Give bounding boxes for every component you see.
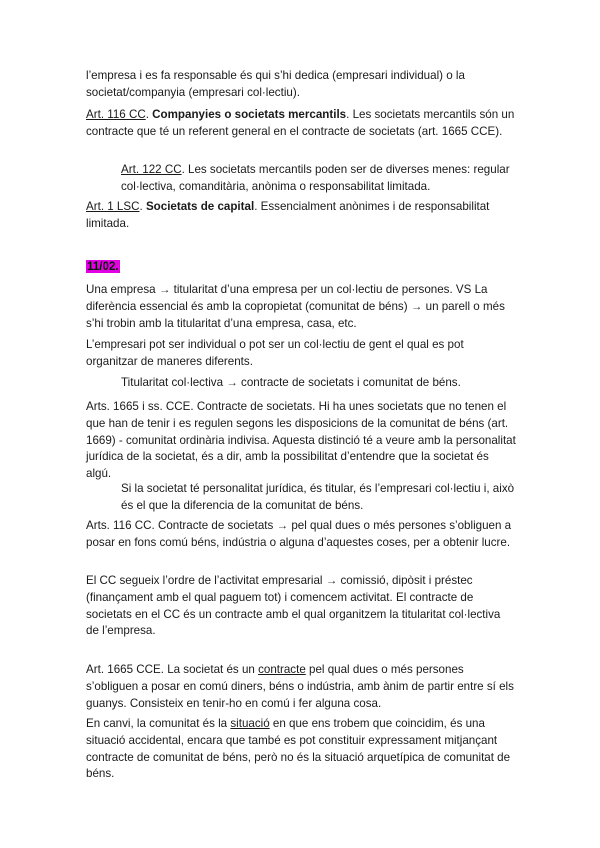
paragraph-art-1-lsc xyxy=(86,199,516,233)
paragraph-art-116 xyxy=(86,107,516,141)
separator: . xyxy=(145,108,153,121)
paragraph-empresa xyxy=(86,282,516,332)
paragraph-body: L’empresari pot ser individual o pot ser un col·lectiu de gent el qual es pot organitzar de maneres diferents. xyxy=(86,338,464,368)
paragraph-intro-text: l’empresa i es fa responsable és qui s’hi dedica (empresari individual) o la societat/companyia (empresari col·lectiu). xyxy=(86,69,465,99)
paragraph-empresari xyxy=(86,337,516,371)
paragraph-body: Arts. 1665 i ss. CCE. Contracte de societats. Hi ha unes societats que no tenen el que han de tenir i es regulen segons les disposicions de la comunitat de béns (art. 1669) - comunitat ordinària indivisa. Aquesta distinció té a veure amb la personalitat jurídica de la societat, és a dir, amb la possibilitat d’entendre que la societat és algú. xyxy=(86,400,516,481)
paragraph-body-start: Art. 1665 CCE. La societat és un xyxy=(86,663,259,676)
paragraph-body-end: pel qual dues o més persones s’obliguen a posar en comú diners, béns o indústria, amb ànim de partir entre sí els guanys. Consisteix en tenir-ho en comú i fer alguna cosa. xyxy=(86,663,514,710)
paragraph-art-1665-cce xyxy=(86,662,516,712)
paragraph-intro xyxy=(86,68,516,102)
paragraph-arts-116 xyxy=(86,518,516,552)
paragraph-body: Si la societat té personalitat jurídica, és titular, és l’empresari col·lectiu i, això és el que la diferencia de la comunitat de béns. xyxy=(121,482,515,512)
underlined-term: situació xyxy=(230,717,270,730)
paragraph-body: Titularitat col·lectiva → contracte de societats i comunitat de béns. xyxy=(121,376,461,389)
paragraph-body: Una empresa → titularitat d’una empresa per un col·lectiu de persones. VS La diferència essencial és amb la copropietat (comunitat de béns) → un parell o més s’hi trobin amb la titularitat d’una empresa, casa, etc. xyxy=(86,283,505,330)
article-reference: Art. 116 CC xyxy=(86,108,146,121)
paragraph-body: . Essencialment anònimes i de responsabilitat limitada. xyxy=(86,200,490,230)
paragraph-body-start: En canvi, la comunitat és la xyxy=(86,717,231,730)
article-reference: Art. 1 LSC xyxy=(86,200,140,213)
paragraph-body: . Les societats mercantils són un contracte que té un referent general en el contracte de societats (art. 1665 CCE). xyxy=(86,108,515,138)
paragraph-titularitat xyxy=(121,375,516,392)
paragraph-body: . Les societats mercantils poden ser de diverses menes: regular col·lectiva, comanditària, anònima o responsabilitat limitada. xyxy=(121,163,510,193)
paragraph-body-end: en que ens trobem que coincidim, és una situació accidental, encara que també es pot constituir expressament mitjançant contracte de comunitat de béns, però no és la situació arquetípica de comunitat de béns. xyxy=(86,717,511,781)
underlined-term: contracte xyxy=(258,663,306,676)
paragraph-art-122 xyxy=(121,162,516,196)
article-reference: Art. 122 CC xyxy=(121,163,182,176)
paragraph-heading: Societats de capital xyxy=(145,200,255,213)
paragraph-body: El CC segueix l’ordre de l’activitat empresarial → comissió, dipòsit i préstec (finançament amb el qual paguem tot) i comencem activitat. El contracte de societats en el CC és un contracte amb el qual organitzem la titularitat col·lectiva de l’empresa. xyxy=(86,574,501,638)
paragraph-arts-1665 xyxy=(86,399,516,483)
paragraph-comunitat xyxy=(86,716,516,783)
paragraph-heading: Companyies o societats mercantils xyxy=(152,108,347,121)
paragraph-body: Arts. 116 CC. Contracte de societats → pel qual dues o més persones s’obliguen a posar en fons comú béns, indústria o alguna d’aquestes coses, per a obtenir lucre. xyxy=(86,519,512,549)
date-badge: 11/02. xyxy=(87,260,119,273)
date-heading xyxy=(86,259,516,276)
separator: . xyxy=(139,200,146,213)
paragraph-personalitat xyxy=(121,481,516,515)
paragraph-cc-ordre xyxy=(86,573,516,640)
